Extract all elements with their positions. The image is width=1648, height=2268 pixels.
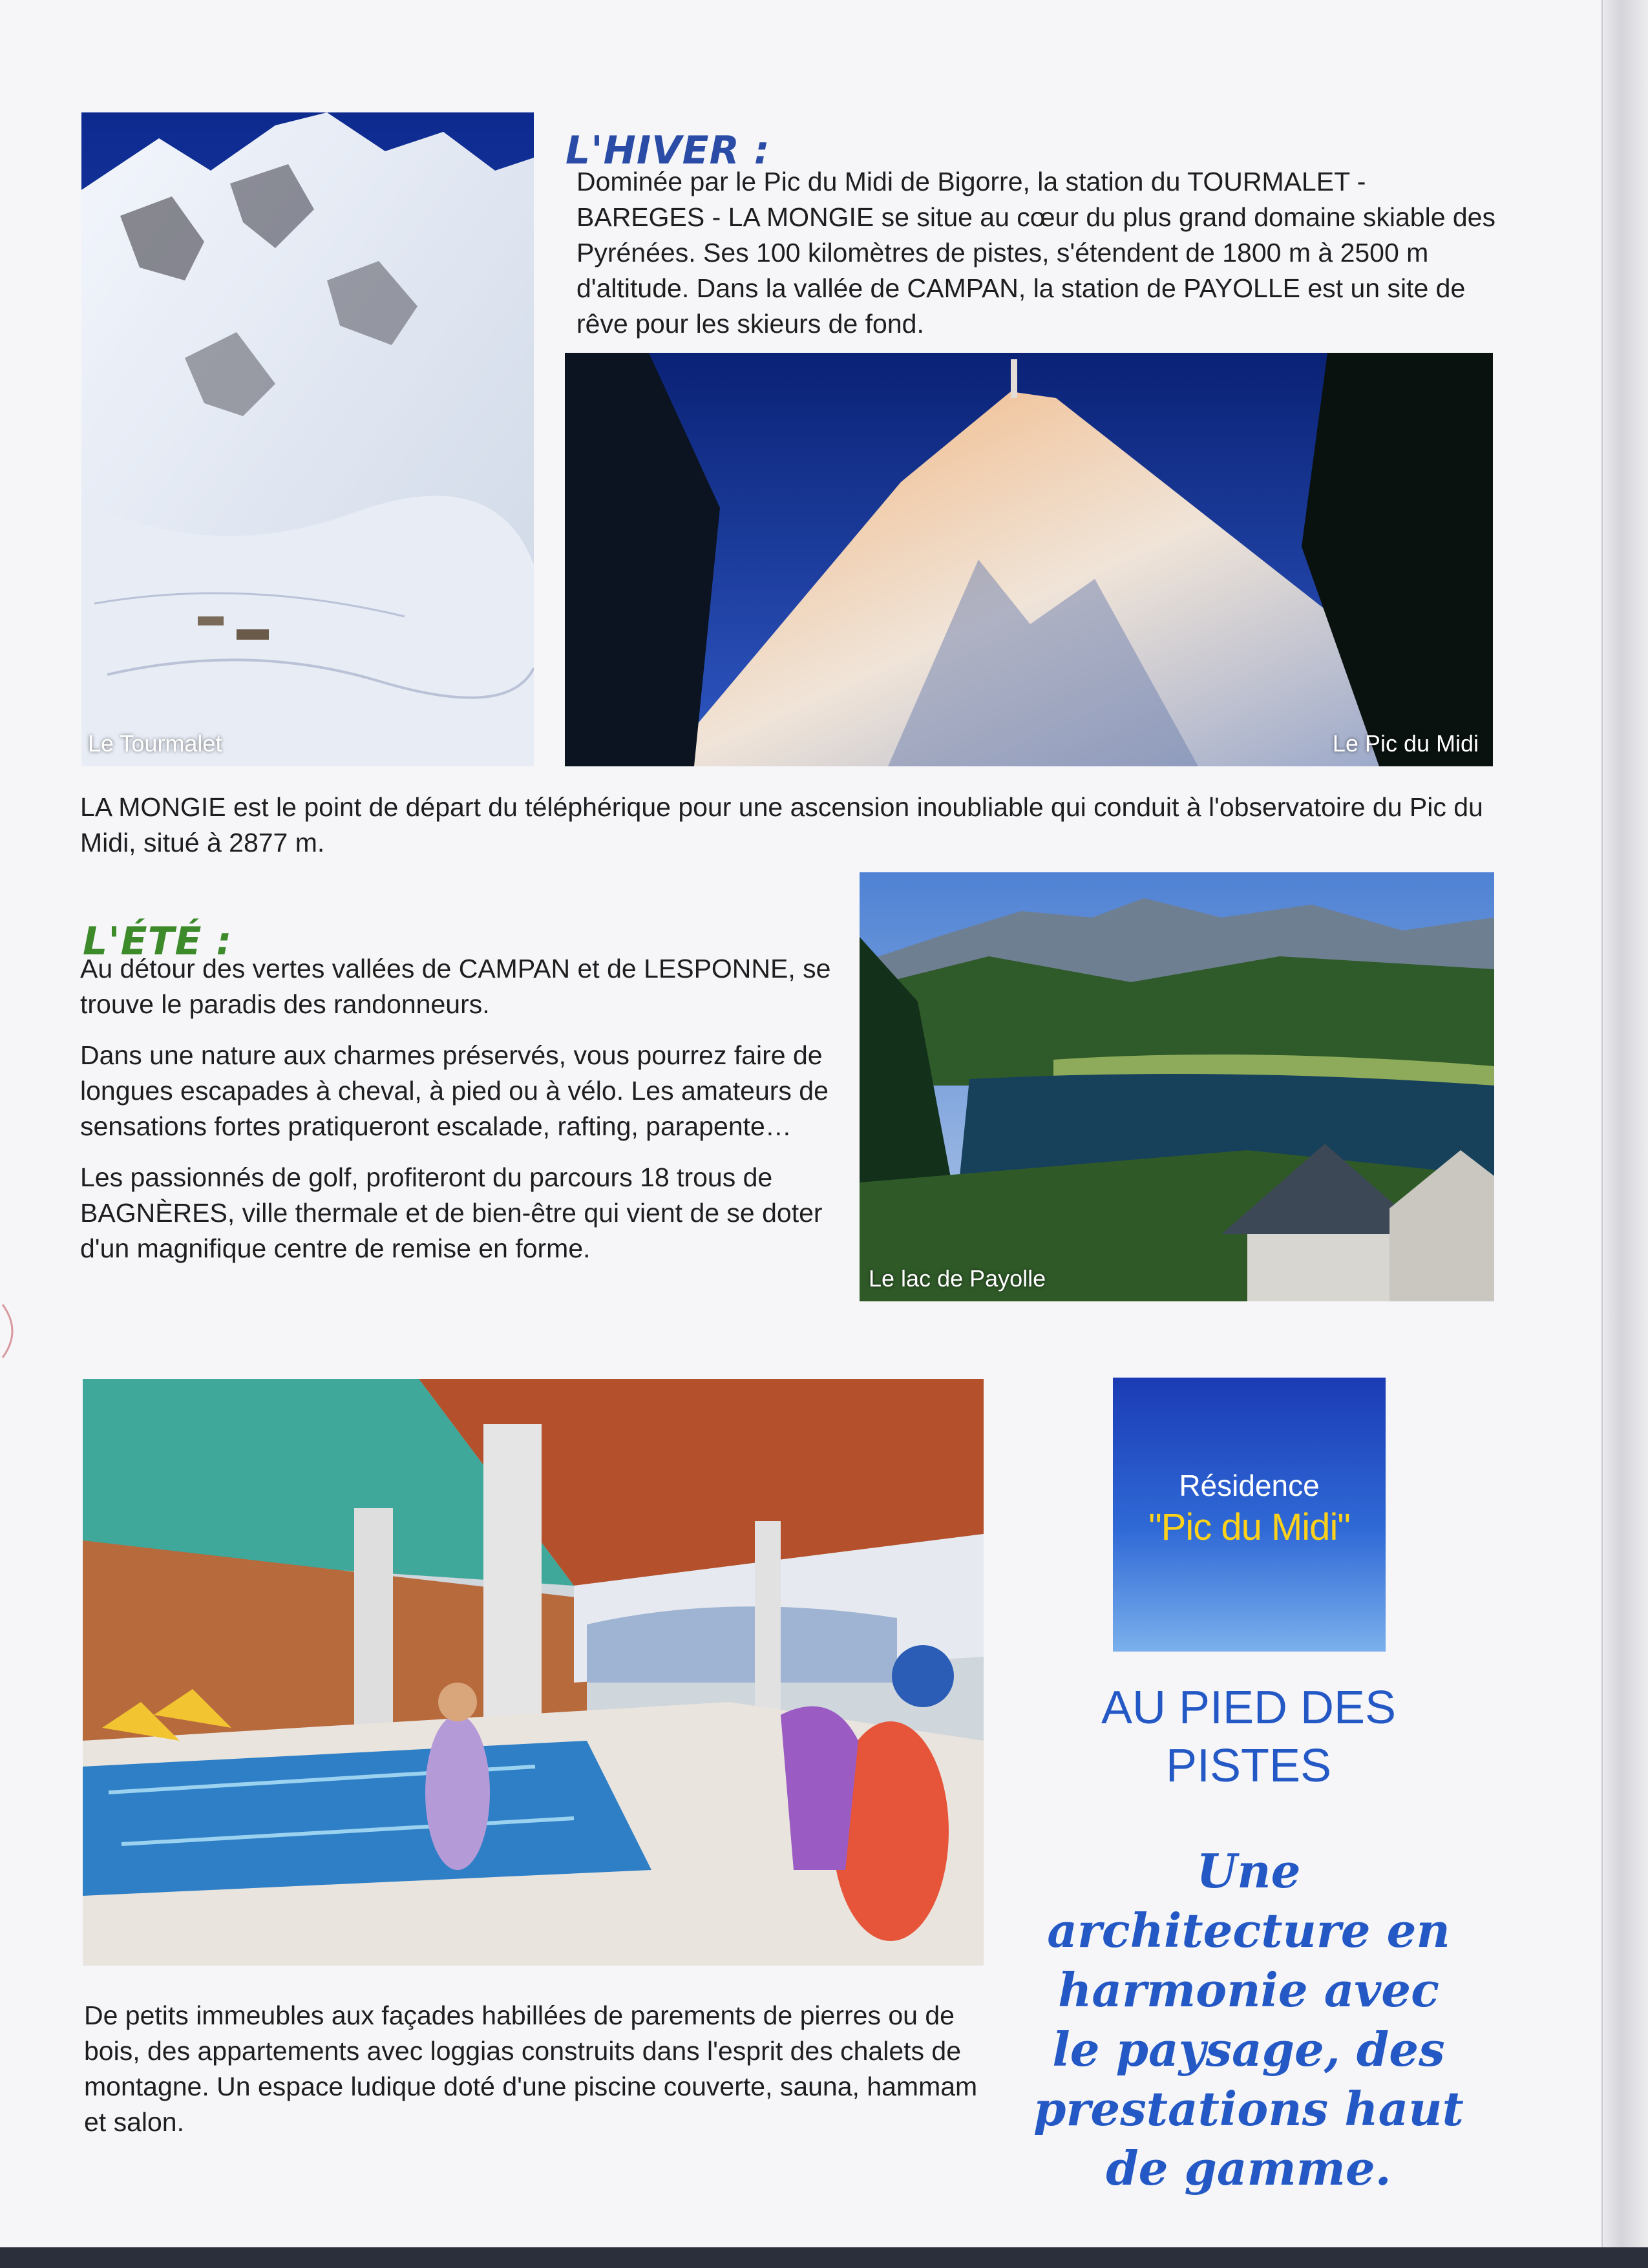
tourmalet-illustration xyxy=(81,112,534,766)
winter-heading: L'HIVER : xyxy=(565,128,770,174)
summer-heading: L'ÉTÉ : xyxy=(83,919,233,965)
summer-paragraph-2: Dans une nature aux charmes préservés, vous pourrez faire de longues escapades à cheval, à pied ou à vélo. Les amateurs de sensations fortes pratiqueront escalade, rafting, parapente… xyxy=(80,1040,829,1141)
mongie-text: LA MONGIE est le point de départ du téléphérique pour une ascension inoubliable qui conduit à l'observatoire du Pic du Midi, situé à 2877 m. xyxy=(80,792,1483,857)
summer-text xyxy=(80,951,849,1282)
badge-label-big: "Pic du Midi" xyxy=(1148,1506,1350,1548)
badge-label-small: Résidence xyxy=(1179,1469,1320,1502)
summer-paragraph-1: Au détour des vertes vallées de CAMPAN et de LESPONNE, se trouve le paradis des randonneurs. xyxy=(80,954,831,1019)
residence-badge xyxy=(1113,1378,1386,1652)
pic-du-midi-illustration xyxy=(565,353,1493,766)
summer-paragraph-3: Les passionnés de golf, profiteront du parcours 18 trous de BAGNÈRES, ville thermale et de bien-être qui vient de se doter d'un magnifique centre de remise en forme. xyxy=(80,1162,823,1263)
page-mark-icon xyxy=(0,1302,23,1360)
piscine-illustration xyxy=(83,1379,984,1966)
caption-lac-de-payolle: Le lac de Payolle xyxy=(869,1265,1046,1292)
page-edge xyxy=(1601,0,1648,2268)
slogan-au-pied-des-pistes: AU PIED DES PISTES xyxy=(1101,1682,1397,1792)
photo-pic-du-midi xyxy=(565,353,1493,766)
photo-tourmalet xyxy=(81,112,534,766)
caption-pic-du-midi: Le Pic du Midi xyxy=(1332,730,1479,757)
slogan-architecture: Une architecture en harmonie avec le paysage, des prestations haut de gamme. xyxy=(1033,1843,1464,2196)
caption-tourmalet: Le Tourmalet xyxy=(88,730,222,757)
winter-text: Dominée par le Pic du Midi de Bigorre, la station du TOURMALET - BAREGES - LA MONGIE se situe au cœur du plus grand domaine skiable des Pyrénées. Ses 100 kilomètres de pistes, s'étendent de 1800 m à 2500 m d'altitude. Dans la vallée de CAMPAN, la station de PAYOLLE est un site de rêve pour les skieurs de fond. xyxy=(576,167,1495,339)
residence-description: De petits immeubles aux façades habillées de parements de pierres ou de bois, des appartements avec loggias construits dans l'esprit des chalets de montagne. Un espace ludique doté d'une piscine couverte, sauna, hammam et salon. xyxy=(84,2000,978,2137)
lac-illustration xyxy=(860,872,1494,1301)
photo-lac-de-payolle xyxy=(860,872,1494,1301)
bottom-edge xyxy=(0,2247,1648,2268)
illustration-piscine xyxy=(83,1379,984,1966)
